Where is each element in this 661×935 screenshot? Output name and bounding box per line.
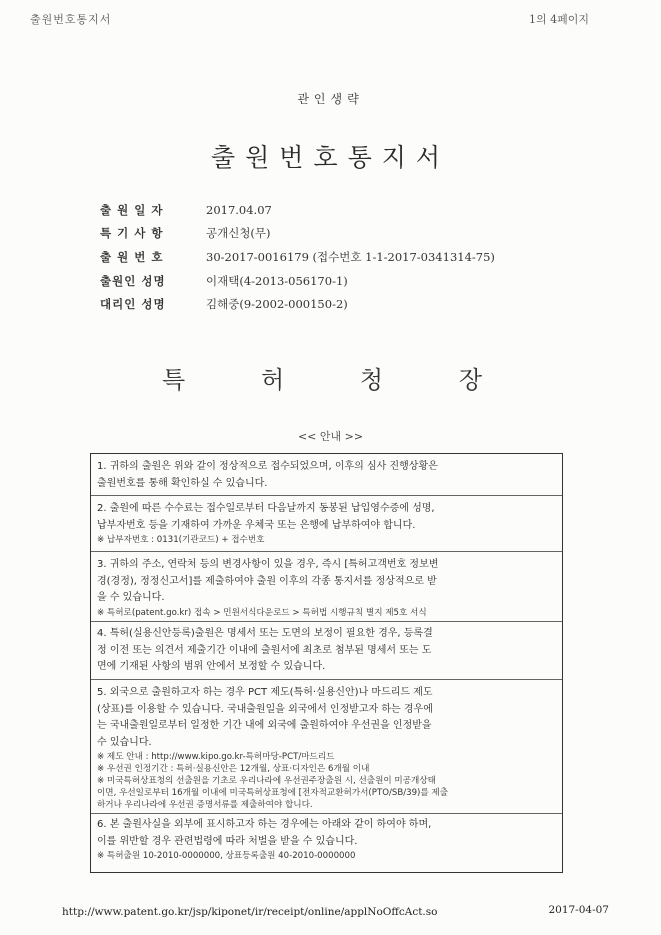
notice-note: ※ 미국특허상표청의 선출원을 기초로 우리나라에 우선권주장출원 시, 선출원이 미공개상태 — [97, 776, 436, 786]
notice-line: 정 이전 또는 의견서 제출기간 이내에 출원서에 최초로 첨부된 명세서 또는 도 — [97, 644, 432, 656]
field-value-applicant: 이재택(4-2013-056170-1) — [206, 273, 348, 288]
notice-line: 6. 본 출원사실을 외부에 표시하고자 하는 경우에는 아래와 같이 하여야 하며, — [97, 819, 432, 830]
field-row — [100, 245, 495, 269]
field-row — [100, 222, 495, 246]
header-doc-title: 출원번호통지서 — [30, 13, 112, 26]
field-label-application-number: 출 원 번 호 — [100, 249, 164, 264]
footer-url: http://www.patent.go.kr/jsp/kiponet/ir/receipt/online/applNoOffcAct.so — [62, 906, 438, 918]
field-label-applicant: 출원인 성명 — [100, 273, 166, 288]
notice-6 — [97, 817, 558, 862]
notice-line: 이를 위반할 경우 관련법령에 따라 처벌을 받을 수 있습니다. — [97, 835, 358, 847]
notice-line: 는 국내출원일로부터 일정한 기간 내에 외국에 출원하여야 우선권을 인정받을 — [97, 720, 432, 731]
field-value-special-notes: 공개신청(무) — [206, 226, 271, 241]
notice-box — [90, 453, 563, 873]
notice-note: ※ 제도 안내 : http://www.kipo.go.kr-특허마당-PCT/마드리드 — [97, 752, 335, 762]
divider — [91, 495, 562, 496]
notice-line: 5. 외국으로 출원하고자 하는 경우 PCT 제도(특허·실용신안)나 마드리드 제도 — [97, 687, 433, 698]
notice-line: 출원번호를 통해 확인하실 수 있습니다. — [97, 477, 268, 489]
notice-line: 면에 기재된 사항의 범위 안에서 보정할 수 있습니다. — [97, 661, 326, 672]
guide-heading: << 안내 >> — [297, 430, 364, 443]
divider — [91, 621, 562, 622]
notice-line: 을 수 있습니다. — [97, 592, 165, 603]
notice-note: ※ 특허로(patent.go.kr) 접속 > 민원서식다운로드 > 특허법 시행규칙 별지 제5호 서식 — [97, 607, 427, 618]
application-fields — [100, 198, 495, 316]
notice-line: 2. 출원에 따른 수수료는 접수일로부터 다음날까지 동봉된 납입영수증에 성명, — [97, 503, 435, 514]
field-label-special-notes: 특 기 사 항 — [100, 226, 164, 241]
notice-line: 4. 특허(실용신안등록)출원은 명세서 또는 도면의 보정이 필요한 경우, 등록결 — [97, 628, 433, 639]
divider — [91, 813, 562, 814]
notice-3 — [97, 557, 558, 619]
notice-note: 하거나 우리나라에 우선권 증명서류를 제출하여야 합니다. — [97, 800, 313, 810]
notice-line: 경(경정), 정정신고서]를 제출하여야 출원 이후의 각종 통지서를 정상적으로 받 — [97, 575, 437, 587]
notice-note: ※ 납부자번호 : 0131(기관코드) + 접수번호 — [97, 535, 265, 545]
notice-line: 납부자번호 등을 기재하여 가까운 우체국 또는 은행에 납부하여야 합니다. — [97, 519, 416, 531]
seal-omission-note: 관인생략 — [297, 92, 364, 106]
notice-line: 수 있습니다. — [97, 736, 152, 748]
divider — [91, 679, 562, 680]
field-label-filing-date: 출 원 일 자 — [100, 202, 164, 217]
notice-line: 1. 귀하의 출원은 위와 같이 정상적으로 접수되었으며, 이후의 심사 진행상황은 — [97, 461, 438, 472]
field-row — [100, 198, 495, 222]
notice-line: (상표)를 이용할 수 있습니다. 국내출원일을 외국에서 인정받고자 하는 경우에 — [97, 703, 433, 715]
field-value-application-number: 30-2017-0016179 (접수번호 1-1-2017-0341314-75) — [206, 249, 495, 264]
notice-line: 3. 귀하의 주소, 연락처 등의 변경사항이 있을 경우, 즉시 [특허고객번호 정보변 — [97, 559, 439, 570]
field-label-agent: 대리인 성명 — [100, 297, 166, 312]
issuer-char: 청 — [359, 366, 384, 394]
divider — [91, 551, 562, 552]
issuer-commissioner — [162, 360, 482, 395]
notice-note: ※ 우선권 인정기간 : 특허·실용신안은 12개월, 상표·디자인은 6개월 이내 — [97, 764, 370, 774]
notice-5 — [97, 685, 558, 811]
issuer-char: 특 — [162, 366, 186, 394]
field-row — [100, 292, 495, 316]
page-title: 출원번호통지서 — [210, 143, 451, 172]
field-row — [100, 269, 495, 293]
notice-4 — [97, 626, 558, 676]
notice-note: 이면, 우선일로부터 16개월 이내에 미국특허상표청에 [전자적교환허가서(PTO/SB/39)를 제출 — [97, 788, 449, 798]
field-value-agent: 김해중(9-2002-000150-2) — [206, 297, 348, 312]
issuer-char: 장 — [458, 366, 482, 394]
notice-2 — [97, 501, 558, 546]
issuer-char: 허 — [260, 366, 285, 394]
notice-1 — [97, 459, 558, 492]
header-page-indicator: 1의 4페이지 — [529, 13, 589, 26]
notice-note: ※ 특허출원 10-2010-0000000, 상표등록출원 40-2010-0000000 — [97, 851, 356, 861]
footer-date: 2017-04-07 — [548, 904, 609, 916]
field-value-filing-date: 2017.04.07 — [206, 202, 272, 217]
